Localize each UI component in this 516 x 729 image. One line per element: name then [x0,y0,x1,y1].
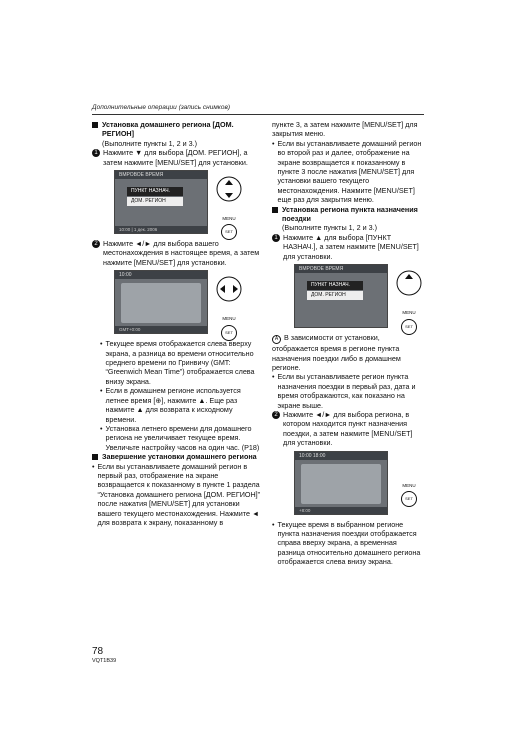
lcd-figure-3 [284,264,424,330]
lcd-figure-4 [284,451,424,517]
camera-screen-map: 10:00 18:00 +8:00 [294,451,388,515]
menu-set-icon: MENU SET [398,308,420,334]
section-header: Дополнительные операции (запись снимков) [92,104,231,111]
page-number: 78 [92,646,104,657]
home-region-heading: Установка домашнего региона [ДОМ. РЕГИОН] [92,120,262,139]
dpad-icon [216,276,242,302]
right-bullet-2: • Если вы устанавливаете регион пункта назначения поездки в первый раз, дата и время отображаются, как показано на экране выше. [272,372,416,410]
left-bullets: • Текущее время отображается слева вверху экрана, а разница во времени относительно среднего времени по Гринвичу (GMT: “Greenwich Mean Time”) отображается слева внизу экрана. • Если в домашнем регионе используется летнее время [⊕], нажмите ▲. Еще раз нажмите ▲ для возврата к исходному времени. • Установка летнего времени для домашнего региона не увеличивает текущее время. Увеличьте настройку часов на один час. (P18) [100,339,260,452]
left-step-2: 2 Нажмите ◄/► для выбора вашего местонахождения в настоящее время, а затем нажмите [MENU/SET] для установки. [92,239,262,267]
completion-heading: Завершение установки домашнего региона [92,452,262,461]
menu-set-icon: MENU SET [218,314,240,340]
camera-screen: ВМРОВОЕ ВРЕМЯ ПУНКТ НАЗНАЧ. ДОМ. РЕГИОН [294,264,388,328]
dpad-icon [216,176,242,202]
doc-code: VQT1B39 [92,658,117,664]
camera-screen-map: 10:00 GMT+0:00 [114,270,208,334]
right-column [272,120,424,567]
right-bullet-3: • Текущее время в выбранном регионе пункта назначения поездки отображается справа вверху экрана, а временная разница относительно домашнего региона отображается слева внизу экрана. [272,519,421,567]
dpad-icon [396,270,422,296]
note-a: A В зависимости от установки, отображается время в регионе пункта назначения поездки либо в домашнем регионе. [272,333,401,372]
right-step-2: 2 Нажмите ◄/► для выбора региона, в котором находится пункт назначения поездки, а затем нажмите [MENU/SET] для установки. [272,410,424,448]
destination-note: (Выполните пункты 1, 2 и 3.) [282,223,377,233]
header-rule [92,114,424,115]
completion-bullet: • Если вы устанавливаете домашний регион в первый раз, отображение на экране возвращается к показанному в пункте 1 раздела “Установка домашнего региона [ДОМ. РЕГИОН]” после нажатия [MENU/SET] для установки вашего текущего местонахождения. Нажмите ◄ для возврата к экрану, показанному в [92,461,261,527]
lcd-figure-2 [104,270,262,336]
menu-set-icon: MENU SET [218,214,240,240]
destination-heading: Установка региона пункта назначения поездки [272,205,424,224]
left-column [92,120,262,527]
right-bullet-1: • Если вы устанавливаете домашний регион во второй раз и далее, отображение на экране возвращается к показанному в пункте 3 после нажатия [MENU/SET] для установки вашего текущего местонахождения. Нажмите [MENU/SET] еще раз для закрытия меню. [272,138,422,205]
continuation-text: пункте 3, а затем нажмите [MENU/SET] для закрытия меню. [272,120,418,139]
left-step-1: 1 Нажмите ▼ для выбора [ДОМ. РЕГИОН], а затем нажмите [MENU/SET] для установки. [92,148,262,167]
right-step-1: 1 Нажмите ▲ для выбора [ПУНКТ НАЗНАЧ.], а затем нажмите [MENU/SET] для установки. [272,233,424,261]
home-region-note: (Выполните пункты 1, 2 и 3.) [102,138,197,148]
camera-screen: ВМРОВОЕ ВРЕМЯ ПУНКТ НАЗНАЧ. ДОМ. РЕГИОН 10:00 | 1 дек. 2006 [114,170,208,234]
lcd-figure-1 [104,170,262,236]
menu-set-icon: MENU SET [398,481,420,507]
